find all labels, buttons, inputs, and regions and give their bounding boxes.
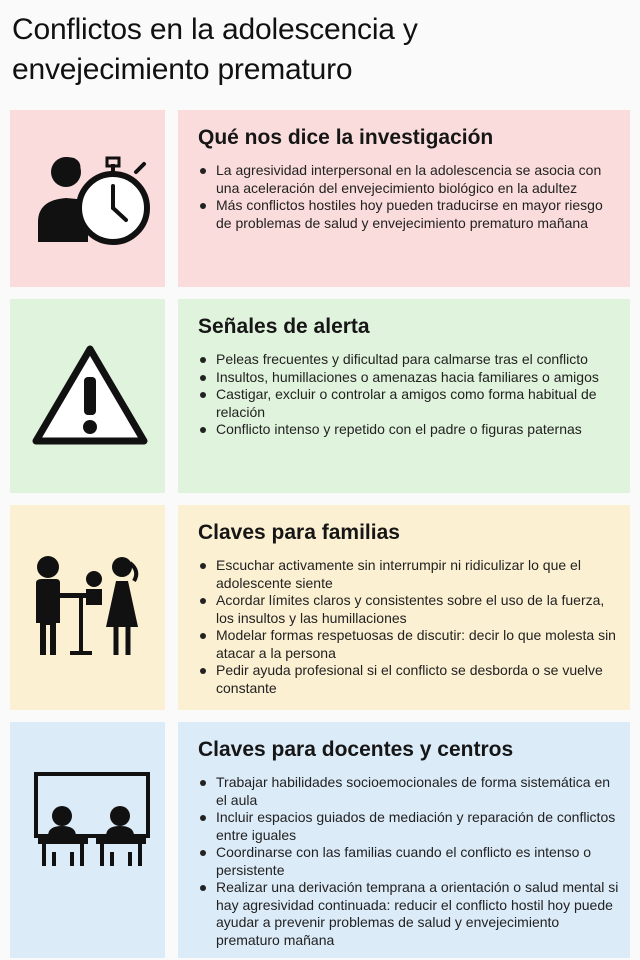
section-families — [10, 505, 630, 710]
list-item: Pedir ayuda profesional si el conflicto se desborda o se vuelve constante — [198, 662, 622, 697]
classroom-icon — [32, 770, 152, 870]
list-item: Castigar, excluir o controlar a amigos como forma habitual de relación — [198, 386, 622, 421]
page-title: Conflictos en la adolescencia y envejecimiento prematuro — [12, 13, 418, 86]
text-panel — [178, 505, 630, 710]
icon-panel — [10, 110, 165, 287]
icon-panel — [10, 505, 165, 710]
bullet-list — [198, 774, 622, 949]
bullet-list — [198, 162, 622, 232]
section-research — [10, 110, 630, 287]
section-warning-signs — [10, 299, 630, 493]
text-panel — [178, 722, 630, 958]
list-item: Conflicto intenso y repetido con el padre o figuras paternas — [198, 421, 622, 439]
warning-triangle-icon — [30, 343, 150, 447]
list-item: Modelar formas respetuosas de discutir: decir lo que molesta sin atacar a la persona — [198, 627, 622, 662]
list-item: Incluir espacios guiados de mediación y reparación de conflictos entre iguales — [198, 809, 622, 844]
text-panel — [178, 110, 630, 287]
list-item: Realizar una derivación temprana a orientación o salud mental si hay agresividad continuada: reducir el conflicto hostil hoy puede ayudar a prevenir problemas de salud y envejecimiento prematuro mañana — [198, 879, 622, 949]
bullet-list — [198, 351, 622, 439]
list-item: Escuchar activamente sin interrumpir ni ridiculizar lo que el adolescente siente — [198, 557, 622, 592]
icon-panel — [10, 722, 165, 958]
text-panel — [178, 299, 630, 493]
section-title: Qué nos dice la investigación — [198, 126, 494, 149]
icon-panel — [10, 299, 165, 493]
list-item: Coordinarse con las familias cuando el conflicto es intenso o persistente — [198, 844, 622, 879]
bullet-list — [198, 557, 622, 697]
section-teachers — [10, 722, 630, 958]
section-title: Claves para docentes y centros — [198, 738, 514, 761]
list-item: Insultos, humillaciones o amenazas hacia familiares o amigos — [198, 369, 622, 387]
section-title: Claves para familias — [198, 521, 400, 544]
list-item: La agresividad interpersonal en la adolescencia se asocia con una aceleración del envejecimiento biológico en la adultez — [198, 162, 622, 197]
list-item: Acordar límites claros y consistentes sobre el uso de la fuerza, los insultos y las humillaciones — [198, 592, 622, 627]
section-title: Señales de alerta — [198, 315, 370, 338]
family-icon — [30, 553, 150, 663]
list-item: Más conflictos hostiles hoy pueden traducirse en mayor riesgo de problemas de salud y envejecimiento prematuro mañana — [198, 197, 622, 232]
person-stopwatch-icon — [28, 150, 158, 250]
list-item: Peleas frecuentes y dificultad para calmarse tras el conflicto — [198, 351, 622, 369]
list-item: Trabajar habilidades socioemocionales de forma sistemática en el aula — [198, 774, 622, 809]
